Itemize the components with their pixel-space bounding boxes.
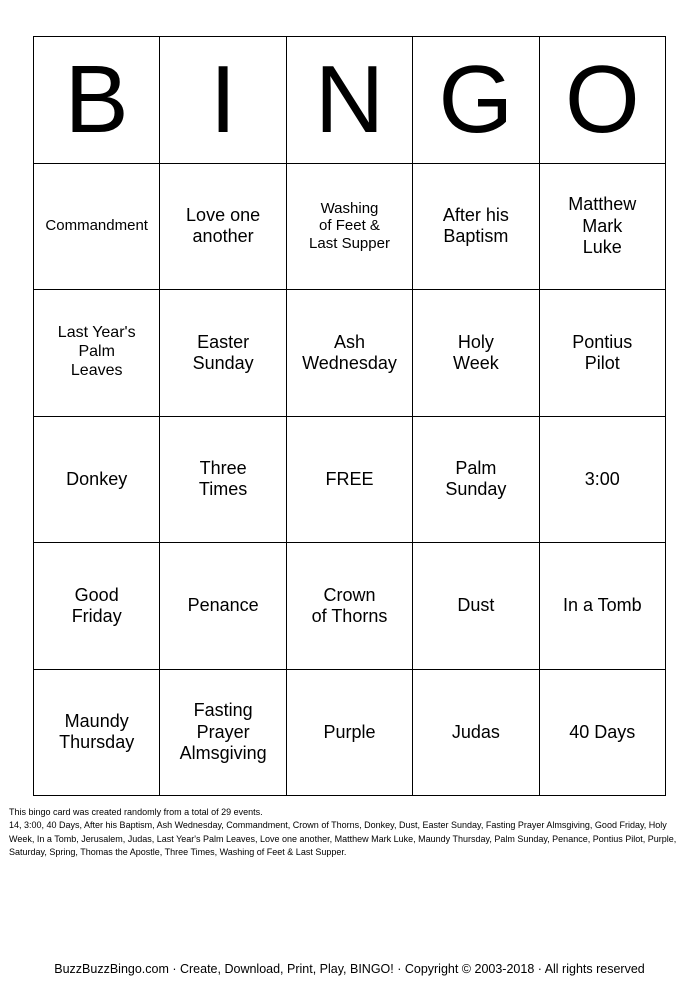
site-footer: BuzzBuzzBingo.com · Create, Download, Print, Play, BINGO! · Copyright © 2003-2018 · All rights reserved [54,962,645,976]
bingo-square: After his Baptism [413,164,539,291]
bingo-square: Fasting Prayer Almsgiving [160,670,286,797]
bingo-square: In a Tomb [540,543,666,670]
bingo-square: Donkey [34,417,160,544]
bingo-square: 40 Days [540,670,666,797]
free-square: FREE [287,417,413,544]
bingo-square: Penance [160,543,286,670]
bingo-square: Maundy Thursday [34,670,160,797]
bingo-square: Ash Wednesday [287,290,413,417]
bingo-square: Pontius Pilot [540,290,666,417]
bingo-square: Commandment [34,164,160,291]
bingo-square: Dust [413,543,539,670]
bingo-square: Easter Sunday [160,290,286,417]
header-letter-o: O [540,37,666,164]
header-letter-b: B [34,37,160,164]
bingo-square: Good Friday [34,543,160,670]
card-creation-note: This bingo card was created randomly from a total of 29 events. [9,807,263,817]
event-list: 14, 3:00, 40 Days, After his Baptism, Ash Wednesday, Commandment, Crown of Thorns, Donkey, Dust, Easter Sunday, Fasting Prayer Almsgiving, Good Friday, Holy Week, In a Tomb, Jerusalem, Judas, Last Year's Palm Leaves, Love one another, Matthew Mark Luke, Maundy Thursday, Palm Sunday, Penance, Pontius Pilot, Purple, Saturday, Spring, Thomas the Apostle, Three Times, Washing of Feet & Last Supper. [9,820,677,857]
bingo-square: 3:00 [540,417,666,544]
bingo-square: Holy Week [413,290,539,417]
header-letter-g: G [413,37,539,164]
bingo-square: Three Times [160,417,286,544]
header-letter-i: I [160,37,286,164]
bingo-card [33,36,666,796]
header-letter-n: N [287,37,413,164]
bingo-square: Last Year's Palm Leaves [34,290,160,417]
bingo-square: Love one another [160,164,286,291]
bingo-square: Crown of Thorns [287,543,413,670]
bingo-square: Washing of Feet & Last Supper [287,164,413,291]
bingo-square: Matthew Mark Luke [540,164,666,291]
bingo-square: Purple [287,670,413,797]
bingo-square: Palm Sunday [413,417,539,544]
bingo-square: Judas [413,670,539,797]
